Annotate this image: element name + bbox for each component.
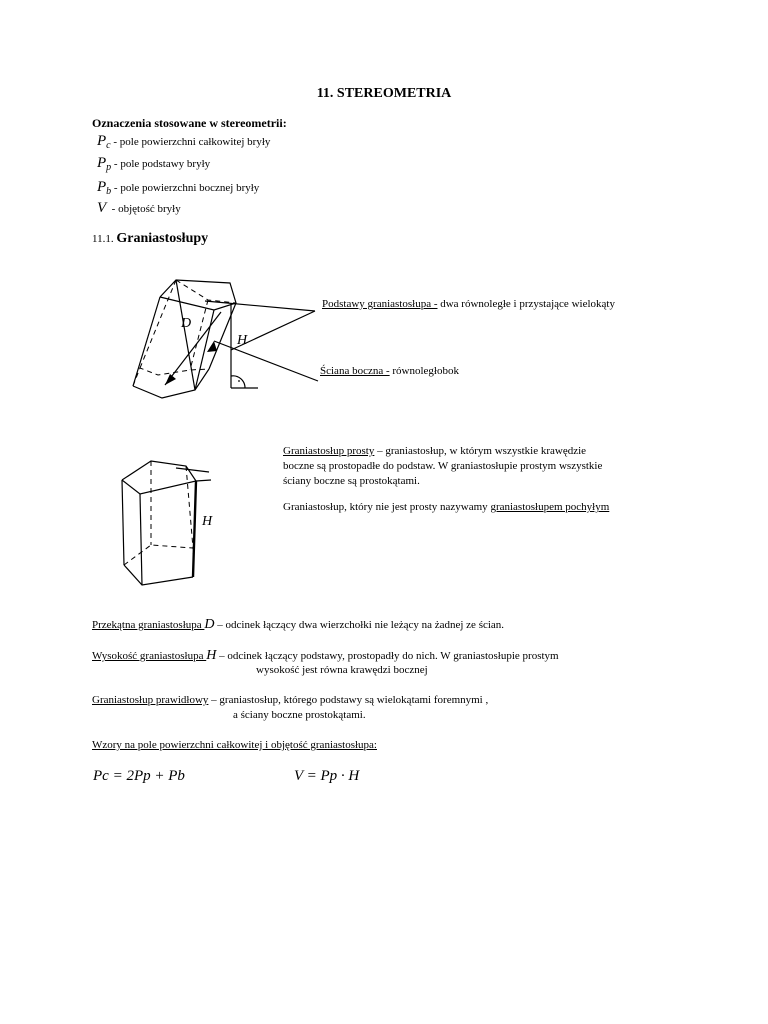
label-d: D	[181, 316, 192, 331]
legend-item-pc: Pc - pole powierzchni całkowitej bryły	[97, 133, 271, 151]
symbol: P	[97, 133, 107, 149]
legend-heading: Oznaczenia stosowane w stereometrii:	[92, 116, 287, 130]
def-regular-line2: a ściany boczne prostokątami.	[233, 709, 366, 721]
page-title: 11. STEREOMETRIA	[316, 86, 452, 101]
legend-item-pp: Pp - pole podstawy bryły	[97, 155, 211, 173]
legend-text: - pole powierzchni całkowitej bryły	[113, 136, 271, 148]
legend-item-v: V - objętość bryły	[97, 200, 181, 216]
label-h-right: H	[202, 514, 213, 529]
formula-total-area: Pc = 2Pp + Pb	[93, 768, 185, 784]
callout-lateral-face: Ściana boczna - równoległobok	[320, 365, 459, 377]
def-oblique-prism: Graniastosłup, który nie jest prosty nazywamy graniastosłupem pochyłym	[283, 501, 610, 513]
formula-volume: V = Pp · H	[294, 768, 360, 784]
def-height-line2: wysokość jest równa krawędzi bocznej	[256, 664, 428, 676]
def-height: Wysokość graniastosłupa H – odcinek łączący podstawy, prostopadły do nich. W graniastosłupie prostym	[92, 648, 559, 663]
callout-bases: Podstawy graniastosłupa - dwa równoległe i przystające wielokąty	[322, 298, 615, 310]
def-regular-prism: Graniastosłup prawidłowy – graniastosłup, którego podstawy są wielokątami foremnymi ,	[92, 694, 489, 706]
section-title: Graniastosłupy	[116, 231, 209, 246]
formulas-heading: Wzory na pole powierzchni całkowitej i objętość graniastosłupa:	[92, 739, 377, 751]
def-diagonal: Przekątna graniastosłupa D – odcinek łączący dwa wierzchołki nie leżący na żadnej ze ścian.	[92, 617, 505, 632]
term-oblique-prism: graniastosłupem pochyłym	[490, 501, 610, 513]
label-h: H	[237, 333, 248, 348]
legend-item-pb: Pb - pole powierzchni bocznej bryły	[97, 179, 260, 197]
term-right-prism: Graniastosłup prosty	[283, 445, 375, 457]
section-number: 11.1.	[92, 233, 114, 245]
def-right-prism: Graniastosłup prosty – graniastosłup, w którym wszystkie krawędzie boczne są prostopadłe do podstaw. W graniastosłupie prostym wszystkie ściany boczne są prostokątami.	[283, 445, 603, 487]
